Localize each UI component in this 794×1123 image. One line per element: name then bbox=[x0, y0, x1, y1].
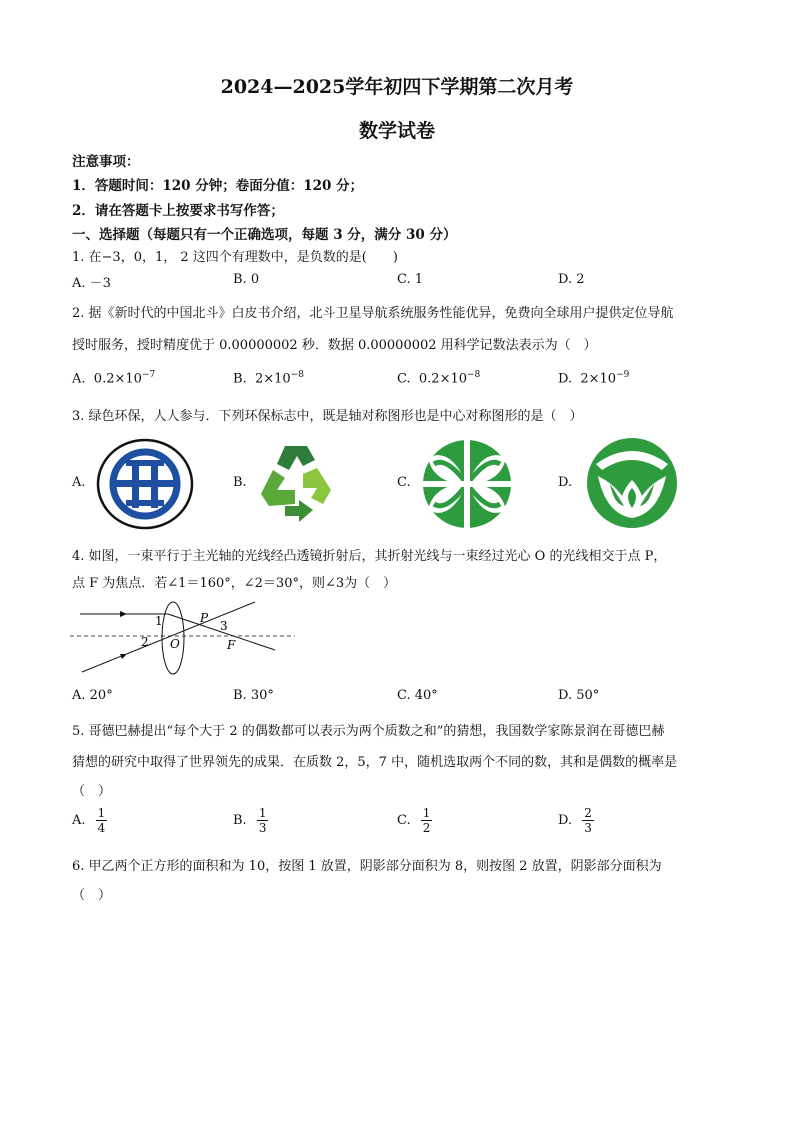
exam-subtitle: 数学试卷 bbox=[358, 120, 435, 142]
q5-option-c-label: C. bbox=[397, 813, 411, 828]
q5-option-b-fraction bbox=[257, 806, 269, 835]
q2-option-c-base: 0.2×10 bbox=[418, 371, 467, 387]
q5-option-c-fraction bbox=[421, 806, 433, 835]
q5-stem-1: 5. 哥德巴赫提出“每个大于 2 的偶数都可以表示为两个质数之和”的猜想，我国数学家陈景润在哥德巴赫 bbox=[72, 724, 665, 739]
center-ray bbox=[82, 602, 255, 672]
angle-2-label: 2 bbox=[141, 635, 149, 649]
q5-option-c bbox=[397, 806, 432, 835]
q4-stem-1: 4. 如图，一束平行于主光轴的光线经凸透镜折射后，其折射光线与一束经过光心 O 的光线相交于点 P， bbox=[72, 549, 667, 564]
q2-option-b-base: 2×10 bbox=[254, 371, 291, 387]
recycle-logo bbox=[255, 440, 345, 524]
q5-stem-2: 猜想的研究中取得了世界领先的成果．在质数 2，5，7 中，随机选取两个不同的数，其和是偶数的概率是 bbox=[72, 755, 678, 770]
q2-option-d-exp: −9 bbox=[616, 370, 630, 380]
q2-option-a-exp: −7 bbox=[141, 370, 156, 380]
fraction-denominator: 2 bbox=[422, 821, 431, 835]
angle-1-label: 1 bbox=[155, 614, 163, 628]
q2-option-c bbox=[397, 370, 480, 386]
q3-stem: 3. 绿色环保，人人参与．下列环保标志中，既是轴对称图形也是中心对称图形的是（ ） bbox=[72, 409, 583, 424]
point-o-label: O bbox=[170, 637, 180, 651]
q4-option-a: A. 20° bbox=[72, 688, 113, 703]
q6-stem-1: 6. 甲乙两个正方形的面积和为 10，按图 1 放置，阴影部分面积为 8，则按图 2 放置，阴影部分面积为 bbox=[72, 859, 662, 874]
notes-item-1: 1．答题时间：120 分钟；卷面分值：120 分； bbox=[72, 178, 364, 194]
q5-stem-3: （ ） bbox=[72, 784, 112, 799]
q4-option-d: D. 50° bbox=[558, 688, 600, 703]
q2-option-a bbox=[72, 370, 155, 386]
ray-arrow-bottom bbox=[120, 654, 127, 659]
exam-title: 2024—2025学年初四下学期第二次月考 bbox=[220, 76, 574, 98]
q1-option-a: A. －3 bbox=[72, 276, 111, 291]
q2-option-d-base: 2×10 bbox=[580, 371, 617, 387]
q2-option-b bbox=[233, 370, 304, 386]
green-sprout-logo bbox=[584, 436, 680, 530]
q2-stem-1: 2. 据《新时代的中国北斗》白皮书介绍，北斗卫星导航系统服务性能优异，免费向全球用户提供定位导航 bbox=[72, 306, 674, 321]
q5-option-a-label: A. bbox=[72, 813, 86, 828]
q5-option-b bbox=[233, 806, 268, 835]
four-leaf-logo bbox=[420, 438, 514, 530]
q3-option-a-label: A. bbox=[72, 475, 86, 490]
q2-option-a-base: 0.2×10 bbox=[93, 371, 142, 387]
q1-option-b: B. 0 bbox=[233, 272, 260, 287]
angle-3-label: 3 bbox=[220, 619, 228, 633]
q2-option-b-exp: −8 bbox=[290, 370, 304, 380]
fraction-denominator: 3 bbox=[584, 821, 592, 835]
ray-arrow-top bbox=[120, 611, 127, 617]
q4-option-b: B. 30° bbox=[233, 688, 274, 703]
q2-option-c-label: C. bbox=[397, 371, 411, 387]
q6-stem-2: （ ） bbox=[72, 888, 112, 903]
q4-option-c: C. 40° bbox=[397, 688, 438, 703]
lens-figure bbox=[70, 598, 300, 678]
q2-option-a-label: A. bbox=[72, 371, 86, 387]
point-p-label: P bbox=[200, 611, 209, 625]
q2-option-d bbox=[558, 370, 629, 386]
fraction-numerator: 1 bbox=[422, 806, 431, 820]
q1-stem: 1. 在−3，0，1， 2 这四个有理数中，是负数的是( ) bbox=[72, 250, 398, 265]
fraction-denominator: 3 bbox=[258, 821, 267, 835]
fraction-numerator: 1 bbox=[97, 806, 106, 820]
fraction-numerator: 2 bbox=[584, 806, 592, 820]
notes-heading: 注意事项： bbox=[72, 154, 140, 170]
fraction-numerator: 1 bbox=[258, 806, 267, 820]
blue-circle-logo bbox=[96, 438, 194, 530]
q1-option-c: C. 1 bbox=[397, 272, 424, 287]
q3-option-b-label: B. bbox=[233, 475, 247, 490]
q5-option-d-fraction bbox=[582, 806, 594, 835]
fraction-denominator: 4 bbox=[97, 821, 106, 835]
q5-option-d-label: D. bbox=[558, 813, 573, 828]
q5-option-b-label: B. bbox=[233, 813, 247, 828]
q1-option-d: D. 2 bbox=[558, 272, 585, 287]
q3-option-d-label: D. bbox=[558, 475, 573, 490]
q2-option-c-exp: −8 bbox=[467, 370, 481, 380]
q5-option-a bbox=[72, 806, 107, 835]
q5-option-d bbox=[558, 806, 594, 835]
notes-item-2: 2．请在答题卡上按要求书写作答； bbox=[72, 203, 284, 219]
q3-option-c-label: C. bbox=[397, 475, 411, 490]
q2-option-b-label: B. bbox=[233, 371, 247, 387]
q4-stem-2: 点 F 为焦点．若∠1＝160°，∠2＝30°，则∠3为（ ） bbox=[72, 576, 397, 591]
q2-option-d-label: D. bbox=[558, 371, 573, 387]
point-f-label: F bbox=[227, 638, 236, 652]
section-heading: 一、选择题（每题只有一个正确选项，每题 3 分，满分 30 分） bbox=[72, 227, 457, 243]
q2-stem-2: 授时服务，授时精度优于 0.00000002 秒．数据 0.00000002 用科学记数法表示为（ ） bbox=[72, 338, 597, 353]
q5-option-a-fraction bbox=[96, 806, 108, 835]
